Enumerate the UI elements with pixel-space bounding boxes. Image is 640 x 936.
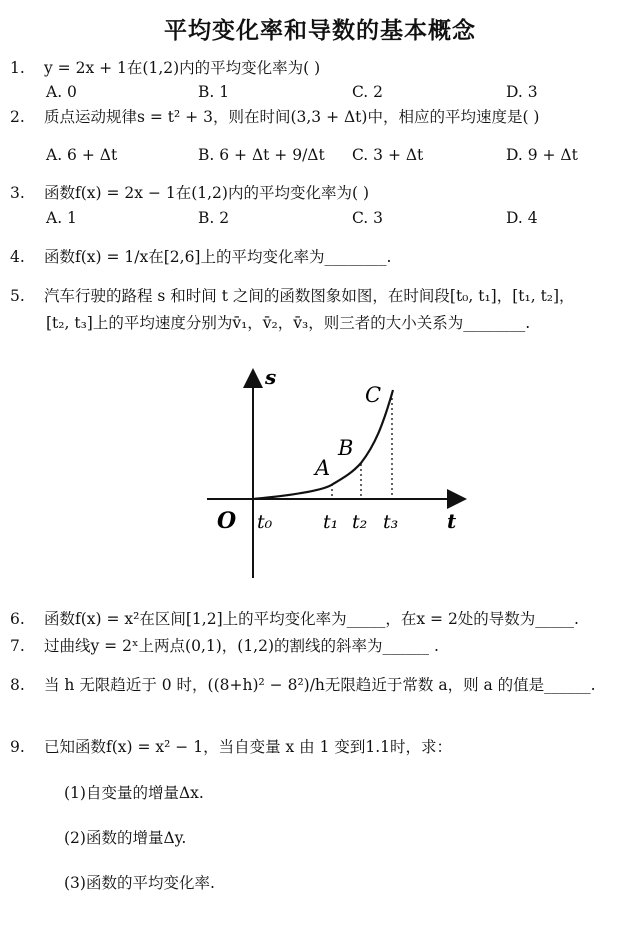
option-b: B. 2: [198, 209, 230, 227]
question-number: 3.: [10, 184, 25, 202]
option-d: D. 4: [506, 209, 538, 227]
option-d: D. 3: [506, 83, 538, 101]
t-axis-label: t: [447, 509, 457, 533]
question-stem: 过曲线y = 2ˣ上两点(0,1)，(1,2)的割线的斜率为______ .: [44, 637, 439, 655]
question-number: 6.: [10, 610, 25, 628]
question-7: [10, 635, 635, 657]
question-number: 8.: [10, 676, 25, 694]
question-stem: 当 h 无限趋近于 0 时，((8+h)² − 8²)/h无限趋近于常数 a，则 a 的值是______.: [44, 676, 596, 694]
option-b: B. 1: [198, 83, 230, 101]
s-axis-label: s: [265, 365, 277, 389]
question-number: 2.: [10, 108, 25, 126]
question-2-options: [46, 144, 636, 166]
question-stem: 函数f(x) = x²在区间[1,2]上的平均变化率为_____，在x = 2处的导数为_____.: [44, 610, 579, 628]
point-c-label: C: [365, 383, 382, 407]
question-1-options: [46, 81, 636, 103]
question-3: [10, 182, 635, 204]
option-c: C. 2: [352, 83, 384, 101]
question-5-line-2: [t₂, t₃]上的平均速度分别为v̄₁，v̄₂，v̄₃，则三者的大小关系为________.: [46, 314, 531, 332]
tick-t2: t₂: [352, 511, 368, 533]
question-4: [10, 246, 635, 268]
tick-t0: t₀: [257, 511, 273, 533]
option-a: A. 6 + Δt: [46, 146, 118, 164]
question-number: 1.: [10, 59, 25, 77]
question-3-options: [46, 207, 636, 229]
question-stem: 汽车行驶的路程 s 和时间 t 之间的函数图象如图，在时间段[t₀, t₁]，[t₁, t₂]，: [44, 287, 575, 305]
point-b-label: B: [338, 436, 354, 460]
question-stem: 质点运动规律s = t² + 3，则在时间(3,3 + Δt)中，相应的平均速度是( ): [44, 108, 540, 126]
point-a-label: A: [315, 456, 331, 480]
option-b: B. 6 + Δt + 9/Δt: [198, 146, 325, 164]
question-1: [10, 57, 635, 79]
question-number: 9.: [10, 738, 25, 756]
option-a: A. 0: [46, 83, 77, 101]
question-9-part-1: (1)自变量的增量Δx.: [64, 784, 204, 802]
option-a: A. 1: [46, 209, 77, 227]
question-9: [10, 736, 635, 758]
question-stem: 已知函数f(x) = x² − 1，当自变量 x 由 1 变到1.1时，求：: [44, 738, 453, 756]
tick-t1: t₁: [323, 511, 339, 533]
distance-time-graph: [195, 360, 475, 585]
option-d: D. 9 + Δt: [506, 146, 578, 164]
question-stem: y = 2x + 1在(1,2)内的平均变化率为( ): [44, 59, 321, 77]
question-number: 7.: [10, 637, 25, 655]
question-stem: 函数f(x) = 2x − 1在(1,2)内的平均变化率为( ): [44, 184, 369, 202]
origin-label: O: [217, 508, 237, 534]
question-5: [10, 285, 635, 307]
option-c: C. 3 + Δt: [352, 146, 424, 164]
question-number: 5.: [10, 287, 25, 305]
tick-t3: t₃: [383, 511, 399, 533]
question-2: [10, 106, 635, 128]
option-c: C. 3: [352, 209, 384, 227]
page-title: 平均变化率和导数的基本概念: [164, 17, 476, 44]
question-8: [10, 674, 635, 696]
question-9-part-3: (3)函数的平均变化率.: [64, 874, 215, 892]
question-9-part-2: (2)函数的增量Δy.: [64, 829, 187, 847]
question-6: [10, 608, 635, 630]
question-stem: 函数f(x) = 1/x在[2,6]上的平均变化率为________.: [44, 248, 392, 266]
question-number: 4.: [10, 248, 25, 266]
